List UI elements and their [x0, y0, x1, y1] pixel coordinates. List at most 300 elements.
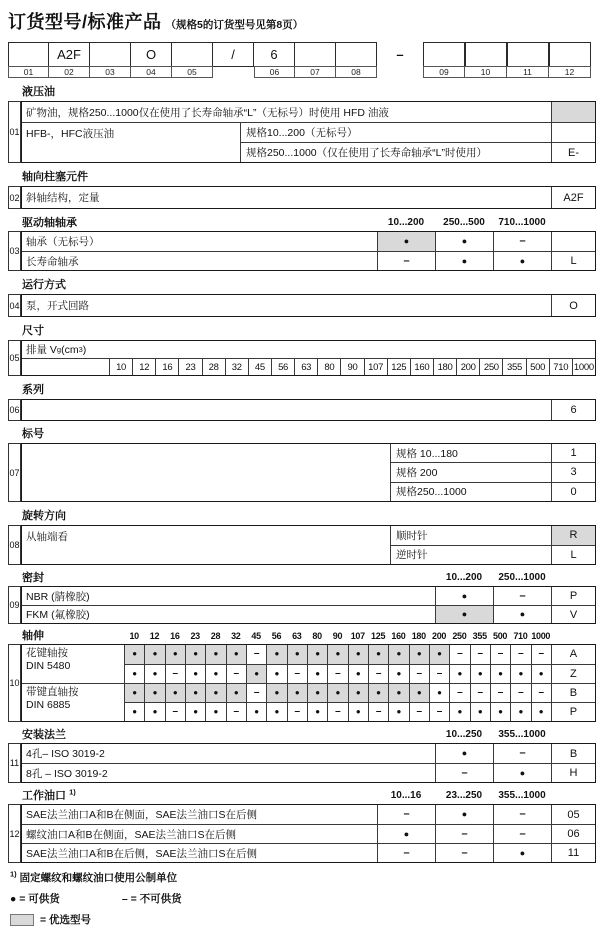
section-title: 轴向柱塞元件: [22, 171, 88, 183]
code-box-value: [549, 42, 591, 67]
column-header: 23: [190, 631, 200, 641]
row-label: 轴承（无标号）: [26, 236, 100, 248]
mark-cell: [287, 665, 307, 684]
code-cell: B: [551, 684, 595, 702]
code-cell: [551, 102, 595, 122]
legend-preferred-text: = 优选型号: [40, 914, 92, 926]
column-header: 10...16: [390, 790, 422, 801]
section-table: [21, 186, 596, 209]
not-available-dash-icon: –: [294, 706, 301, 717]
mark-cell: [409, 703, 429, 721]
section-table: [21, 804, 596, 863]
not-available-dash-icon: –: [403, 254, 410, 267]
section-title: 轴伸: [22, 630, 44, 642]
available-dot-icon: ●: [457, 707, 463, 716]
legend-available: ● = 可供货: [10, 893, 60, 905]
column-header: 10...250: [445, 729, 483, 740]
code-cell: V: [551, 606, 595, 623]
section-number: 12: [8, 804, 21, 863]
not-available-dash-icon: –: [519, 235, 526, 247]
row-label: 斜轴结构，定量: [26, 192, 100, 204]
section-table: [21, 340, 596, 376]
mark-cell: [470, 665, 490, 684]
column-header: 45: [251, 631, 261, 641]
code-box-06: [254, 42, 295, 78]
column-header: 90: [332, 631, 343, 641]
mark-cell: [368, 665, 388, 684]
code-cell: A: [551, 645, 595, 664]
available-dot-icon: ●: [132, 688, 138, 697]
available-dot-icon: ●: [294, 688, 300, 697]
code-cell: 6: [551, 400, 595, 420]
not-available-dash-icon: –: [477, 648, 484, 660]
available-dot-icon: ●: [416, 688, 422, 697]
mark-cell: [226, 684, 246, 702]
available-dot-icon: ●: [132, 707, 138, 716]
available-dot-icon: ●: [461, 236, 468, 246]
group-label: 带键直轴按 DIN 6885: [26, 686, 79, 712]
mark-cell: [493, 764, 551, 782]
size-cell: 16: [155, 359, 178, 375]
mark-cell: [185, 684, 205, 702]
available-dot-icon: ●: [396, 668, 402, 678]
column-header: 56: [271, 631, 282, 641]
row-label: 长寿命轴承: [26, 255, 79, 268]
code-box-number: 12: [549, 66, 591, 78]
ordering-code-row: [8, 42, 596, 78]
available-dot-icon: ●: [376, 649, 382, 659]
code-box-09: [423, 42, 465, 78]
mark-cell: [449, 665, 469, 684]
mark-cell: [429, 703, 449, 721]
code-cell: O: [551, 295, 595, 316]
code-cell: H: [551, 764, 595, 782]
section-06: [8, 384, 596, 421]
code-box-08: [336, 42, 377, 78]
code-cell: Z: [551, 665, 595, 684]
available-dot-icon: ●: [152, 688, 158, 697]
row-label: 4孔– ISO 3019-2: [26, 748, 105, 760]
available-dot-icon: ●: [172, 688, 178, 697]
mark-cell: [429, 665, 449, 684]
mark-cell: [327, 703, 347, 721]
section-table: [21, 525, 596, 565]
column-header: 63: [292, 631, 302, 641]
section-number: 11: [8, 743, 21, 783]
column-header: 180: [411, 631, 426, 641]
mark-cell: [205, 684, 225, 702]
code-box-number: 05: [172, 66, 213, 78]
available-dot-icon: ●: [498, 668, 503, 678]
mark-cell: [307, 703, 327, 721]
code-box-number: 11: [507, 66, 549, 78]
available-dot-icon: ●: [254, 707, 260, 716]
mark-cell: [510, 703, 530, 721]
mark-cell: [470, 645, 490, 664]
mark-cell: [287, 703, 307, 721]
code-box-01: [8, 42, 49, 78]
size-cell: 355: [502, 359, 525, 375]
code-box-number: 01: [8, 66, 49, 78]
section-title: 安装法兰: [22, 729, 66, 741]
mark-cell: [327, 665, 347, 684]
footnote-superscript: 1): [10, 869, 17, 879]
mark-cell: [510, 684, 530, 702]
mark-cell: [429, 684, 449, 702]
not-available-dash-icon: –: [335, 706, 341, 717]
available-dot-icon: ●: [477, 668, 483, 678]
section-number: 07: [8, 443, 21, 502]
available-dot-icon: ●: [193, 688, 199, 697]
column-header: 10...200: [445, 572, 483, 583]
mark-cell: [449, 703, 469, 721]
code-box-number: 02: [49, 66, 90, 78]
group-label: HFB-，HFC液压油: [26, 128, 115, 140]
section-03: [8, 217, 596, 271]
available-dot-icon: ●: [152, 649, 158, 659]
section-number: 09: [8, 586, 21, 624]
section-number: 10: [8, 644, 21, 722]
preferred-swatch: [10, 914, 34, 926]
size-cell: 180: [433, 359, 456, 375]
available-dot-icon: ●: [335, 649, 341, 659]
not-available-dash-icon: –: [461, 827, 468, 840]
column-header: 107: [350, 631, 365, 641]
mark-cell: [435, 587, 493, 605]
code-cell: R: [551, 526, 595, 545]
section-number: 05: [8, 340, 21, 376]
section-number: 01: [8, 101, 21, 163]
mark-cell: [388, 684, 408, 702]
size-cell: 1000: [572, 359, 595, 375]
group-label: 花键轴按 DIN 5480: [26, 647, 71, 673]
not-available-dash-icon: –: [457, 648, 463, 660]
mark-cell: [377, 825, 435, 843]
available-dot-icon: ●: [519, 609, 526, 619]
legend-availability: [8, 891, 596, 906]
mark-cell: [531, 665, 551, 684]
column-header: 355...1000: [498, 790, 546, 801]
column-header: 200: [432, 631, 447, 641]
code-box-03: [90, 42, 131, 78]
row-label: FKM (氟橡胶): [26, 609, 90, 621]
available-dot-icon: ●: [519, 255, 526, 266]
available-dot-icon: ●: [461, 590, 468, 601]
section-08: [8, 510, 596, 565]
mark-cell: [226, 645, 246, 664]
available-dot-icon: ●: [355, 688, 361, 697]
mark-cell: [510, 645, 530, 664]
code-cell: 1: [551, 444, 595, 462]
column-header: 10...200: [387, 217, 425, 228]
mark-cell: [185, 703, 205, 721]
size-cell: 200: [456, 359, 479, 375]
footnote: [8, 870, 596, 885]
available-dot-icon: ●: [498, 707, 503, 716]
not-available-dash-icon: –: [403, 846, 410, 859]
code-cell: 3: [551, 463, 595, 481]
section-12: [8, 787, 596, 863]
available-dot-icon: ●: [519, 767, 526, 778]
mark-cell: [144, 684, 164, 702]
size-cell: 32: [225, 359, 248, 375]
mark-cell: [377, 252, 435, 270]
size-cell: 500: [526, 359, 549, 375]
column-header: 250: [452, 631, 467, 641]
footnote-text: 固定螺纹和螺纹油口使用公制单位: [19, 872, 178, 884]
section-number: 04: [8, 294, 21, 317]
not-available-dash-icon: –: [436, 667, 443, 679]
available-dot-icon: ●: [519, 847, 526, 858]
row-label: 泵，开式回路: [26, 300, 89, 312]
not-available-dash-icon: –: [519, 747, 526, 759]
code-box-value: [465, 42, 507, 67]
available-dot-icon: ●: [461, 809, 468, 819]
mark-cell: [266, 665, 286, 684]
available-dot-icon: ●: [355, 707, 361, 716]
available-dot-icon: ●: [437, 688, 442, 697]
mark-cell: [388, 703, 408, 721]
mark-cell: [125, 703, 144, 721]
code-cell: [551, 123, 595, 142]
size-cell: 250: [479, 359, 502, 375]
column-header: 32: [231, 631, 241, 641]
available-dot-icon: ●: [461, 748, 468, 758]
code-box-number: 10: [465, 66, 507, 78]
available-dot-icon: ●: [335, 688, 341, 697]
mark-cell: [449, 645, 469, 664]
sub-label: 顺时针: [396, 529, 428, 542]
mark-cell: [490, 684, 510, 702]
section-table: [21, 644, 596, 722]
row-label: 矿物油，规格250...1000仅在使用了长寿命轴承“L”（无标号）时使用 HFD 油液: [26, 106, 389, 119]
code-cell: 11: [551, 844, 595, 862]
available-dot-icon: ●: [233, 649, 239, 659]
column-header: 12: [149, 631, 160, 641]
mark-cell: [327, 645, 347, 664]
mark-cell: [246, 703, 266, 721]
code-cell: P: [551, 703, 595, 721]
code-cell: A2F: [551, 187, 595, 208]
available-dot-icon: ●: [477, 707, 483, 716]
mark-cell: [470, 703, 490, 721]
not-available-dash-icon: –: [538, 648, 544, 660]
not-available-dash-icon: –: [519, 827, 526, 840]
size-cell: 160: [410, 359, 433, 375]
mark-cell: [125, 665, 144, 684]
code-box-value: /: [213, 42, 254, 67]
mark-cell: [388, 665, 408, 684]
mark-cell: [435, 744, 493, 763]
mark-cell: [435, 825, 493, 843]
available-dot-icon: ●: [152, 668, 158, 678]
size-cell: 10: [109, 359, 132, 375]
available-dot-icon: ●: [132, 668, 138, 678]
column-header: 1000: [531, 631, 551, 641]
column-header: 80: [312, 631, 322, 641]
row-label: SAE法兰油口A和B在后侧，SAE法兰油口S在后侧: [26, 847, 258, 860]
code-cell: 0: [551, 483, 595, 501]
code-box-value: [90, 42, 131, 67]
code-cell: 05: [551, 805, 595, 824]
available-dot-icon: ●: [315, 649, 321, 659]
not-available-dash-icon: –: [172, 706, 179, 717]
available-dot-icon: ●: [355, 649, 361, 659]
mark-cell: [266, 684, 286, 702]
column-header: 125: [371, 631, 386, 641]
size-cell: 45: [248, 359, 271, 375]
mark-cell: [409, 645, 429, 664]
not-available-dash-icon: –: [461, 766, 468, 779]
available-dot-icon: ●: [355, 668, 361, 678]
mark-cell: [493, 232, 551, 251]
available-dot-icon: ●: [213, 668, 219, 678]
mark-cell: [165, 665, 185, 684]
section-title: 液压油: [22, 86, 55, 98]
code-box-11: [507, 42, 549, 78]
column-header: 23...250: [445, 790, 483, 801]
mark-cell: [185, 665, 205, 684]
section-title: 标号: [22, 428, 44, 440]
section-number: 06: [8, 399, 21, 421]
code-box-value: [336, 42, 377, 67]
available-dot-icon: ●: [315, 668, 321, 678]
mark-cell: [377, 844, 435, 862]
mark-cell: [377, 805, 435, 824]
available-dot-icon: ●: [315, 707, 321, 716]
mark-cell: [493, 744, 551, 763]
code-box-number: 08: [336, 66, 377, 78]
code-box-slash: [213, 42, 254, 67]
size-cell: 125: [387, 359, 410, 375]
column-headers: [435, 572, 551, 584]
sub-label: 规格 10...180: [396, 447, 458, 460]
section-table: [21, 743, 596, 783]
mark-cell: [307, 684, 327, 702]
section-title: 系列: [22, 384, 44, 396]
code-box-05: [172, 42, 213, 78]
size-cell: 710: [549, 359, 572, 375]
mark-cell: [287, 645, 307, 664]
displacement-header: 排量 V g (cm 3 ): [26, 343, 87, 356]
mark-cell: [125, 645, 144, 664]
not-available-dash-icon: –: [253, 687, 260, 698]
column-header: 28: [210, 631, 221, 641]
size-cell: 12: [132, 359, 155, 375]
not-available-dash-icon: –: [538, 687, 544, 698]
available-dot-icon: ●: [213, 649, 219, 659]
not-available-dash-icon: –: [497, 687, 504, 698]
code-cell: P: [551, 587, 595, 605]
mark-cell: [246, 665, 266, 684]
mark-cell: [205, 645, 225, 664]
column-header: 710: [513, 631, 528, 641]
section-01: [8, 86, 596, 163]
code-cell: [551, 232, 595, 251]
not-available-dash-icon: –: [375, 706, 382, 717]
section-title: 尺寸: [22, 325, 44, 337]
code-separator: [377, 42, 423, 67]
available-dot-icon: ●: [315, 688, 321, 697]
section-title: 密封: [22, 572, 44, 584]
column-header: 160: [391, 631, 406, 641]
not-available-dash-icon: –: [477, 687, 484, 698]
code-box-value: 6: [254, 42, 295, 67]
column-header: 250...1000: [498, 572, 546, 583]
section-table: [21, 231, 596, 271]
section-title: 旋转方向: [22, 510, 66, 522]
mark-cell: [144, 645, 164, 664]
not-available-dash-icon: –: [253, 648, 260, 660]
mark-cell: [377, 232, 435, 251]
section-05: [8, 325, 596, 376]
column-header: 355...1000: [498, 729, 546, 740]
code-box-value: [8, 42, 49, 67]
available-dot-icon: ●: [213, 688, 219, 697]
not-available-dash-icon: –: [233, 706, 240, 717]
available-dot-icon: ●: [396, 707, 402, 716]
mark-cell: [470, 684, 490, 702]
mark-cell: [205, 703, 225, 721]
code-box-12: [549, 42, 591, 78]
size-cell: 23: [178, 359, 201, 375]
mark-cell: [287, 684, 307, 702]
code-box-value: O: [131, 42, 172, 67]
column-header: 500: [493, 631, 508, 641]
available-dot-icon: ●: [294, 649, 300, 659]
mark-cell: [144, 703, 164, 721]
mark-cell: [266, 703, 286, 721]
available-dot-icon: ●: [274, 707, 280, 716]
available-dot-icon: ●: [152, 707, 158, 716]
section-number: 03: [8, 231, 21, 271]
not-available-dash-icon: –: [519, 589, 526, 602]
sub-label: 规格250...1000（仅在使用了长寿命轴承“L”时使用）: [246, 147, 487, 159]
section-number: 08: [8, 525, 21, 565]
section-table: [21, 101, 596, 163]
column-headers: [377, 217, 551, 229]
section-table: [21, 443, 596, 502]
mark-cell: [435, 232, 493, 251]
available-dot-icon: ●: [437, 649, 442, 659]
available-dot-icon: ●: [172, 649, 178, 659]
mark-cell: [348, 665, 368, 684]
mark-cell: [435, 805, 493, 824]
mark-cell: [368, 703, 388, 721]
available-dot-icon: ●: [274, 668, 280, 678]
not-available-dash-icon: –: [375, 667, 382, 679]
not-available-dash-icon: –: [294, 667, 301, 679]
column-header: 250...500: [443, 217, 485, 228]
available-dot-icon: ●: [233, 688, 239, 697]
page-header: [8, 8, 596, 34]
group-label: [22, 444, 390, 501]
mark-cell: [368, 684, 388, 702]
section-04: [8, 279, 596, 317]
available-dot-icon: ●: [538, 707, 544, 716]
code-cell: B: [551, 744, 595, 763]
code-box-value: [423, 42, 465, 67]
mark-cell: [348, 684, 368, 702]
code-box-04: [131, 42, 172, 78]
mark-cell: [490, 645, 510, 664]
sub-label: 规格10...200（无标号）: [246, 127, 358, 139]
section-11: [8, 729, 596, 783]
mark-cell: [266, 645, 286, 664]
available-dot-icon: ●: [274, 688, 280, 697]
mark-cell: [493, 587, 551, 605]
not-available-dash-icon: –: [519, 808, 526, 820]
